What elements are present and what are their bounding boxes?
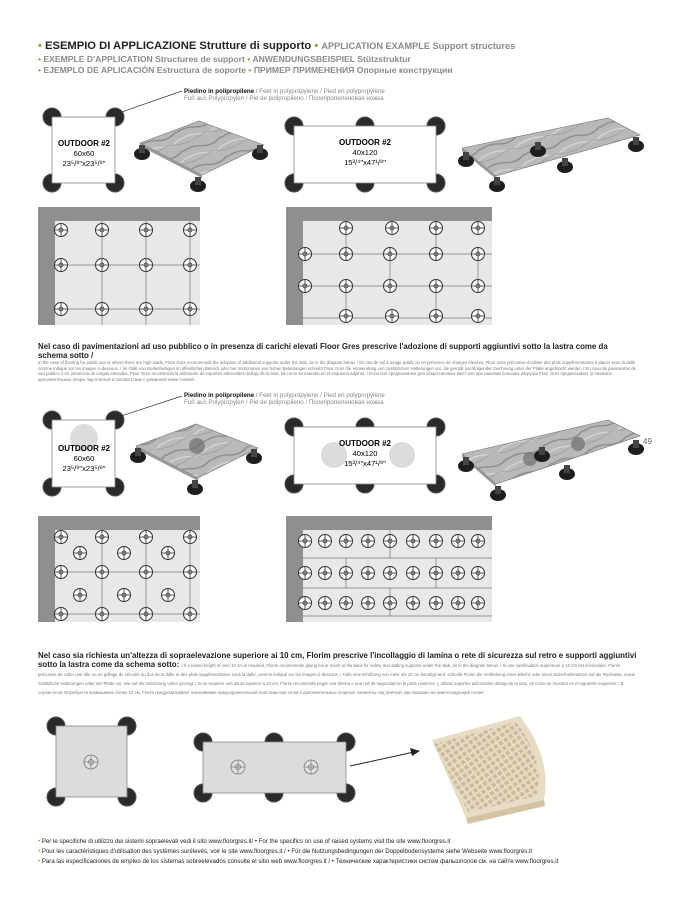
feet-label-1: Piedino in polipropilene / Feet in polypropylene / Pied en polypropylène Fuß aus Polypropylen / Pie de polipropileno / Полипропиленовая ножка	[184, 88, 385, 102]
tile-large-top-view-2	[285, 418, 445, 493]
tile-small-dim: 60x60	[73, 149, 95, 158]
tile-small-perspective-1	[134, 121, 268, 192]
tile-small-dim: 60x60	[73, 454, 95, 463]
tile-large-inch: 15³/⁴"x47¹/⁸"	[344, 459, 386, 468]
tile-large-perspective-1	[458, 118, 644, 192]
footer-line-3: • Para las especificaciones de empleo de los sistemas sobreelevados consulte el sitio web www.floorgres.it / • Технические характеристики систем фальшполов см. на сайте www.floorgres.it	[38, 858, 559, 865]
header-title-ru: ПРИМЕР ПРИМЕНЕНИЯ Опорные конструкции	[253, 65, 453, 75]
brand: Floor Gres	[319, 342, 360, 351]
mesh-closeup	[432, 716, 546, 824]
tile-large-title: OUTDOOR #2	[338, 439, 392, 448]
tile-large-title: OUTDOOR #2	[338, 138, 392, 147]
header-title-es: EJEMPLO DE APLICACIÓN Estructura de soporte	[43, 65, 247, 75]
tile-small-top-view-2	[43, 411, 124, 496]
tile-large-back-view	[194, 733, 355, 802]
bullet: •	[38, 40, 42, 52]
arrow-line	[350, 752, 414, 766]
tile-large-perspective-2	[458, 420, 644, 501]
footer-line-1: • Per le specifiche di utilizzo dei sistemi sopraelevati vedi il sito www.floorgres.it/ • For the specifics on use of raised systems visit the site www.floorgres.it	[38, 838, 451, 845]
footer-line-2: • Pour les caractéristiques d'utilisation des systèmes surélevés, voir le site www.floorgres.it / • Für die Nutzungsbedingungen der Doppelbodensysteme siehe Webseite www.floorgres.it	[38, 848, 533, 855]
tile-small-perspective-2	[130, 424, 262, 495]
paragraph-1: Nel caso di pavimentazioni ad uso pubblico o in presenza di carichi elevati Floor Gres prescrive l'adozione di supporti aggiuntivi sotto la lastra come da schema sotto / In the case of flooring for public use or where there are high loads, Floor Gres recommends the adoption of additional supports under the slab, as in the diagram below. / En cas de sol à usage public ou en présence de charges élevées, Floor Gres préconise d'utiliser des plots supplémentaires à placer sous la dalle comme indiqué sur les images ci-dessous. / Im Falle von Bodenbelägen im öffentlichen Bereich oder bei Vorkommen von hohen Belastungen schreibt Floor Gres die Verwendung von zusätzlichen Halterungen vor, die gemäß nachfolgender Zeichnung unter der Platte angebracht werden / En caso de pavimentos de uso público o en presencia de cargas elevadas, Floor Gres recomienda la utilización de soportes adicionales debajo de la losa, tal como se muestra en el esquema adjunto. / Если пол предназначен для общественных мест или при наличии больших нагрузок Floor Gres предписывает установить дополнительные опоры под плиткой в соответствии с указанной ниже схемой.	[38, 342, 637, 382]
header-title-en: APPLICATION EXAMPLE Support structures	[321, 41, 516, 51]
tile-large-inch: 15³/⁴"x47¹/⁸"	[344, 158, 386, 167]
header-line-3: • EJEMPLO DE APLICACIÓN Estructura de soporte • ПРИМЕР ПРИМЕНЕНИЯ Опорные конструкции	[38, 65, 453, 75]
feet-label-2: Piedino in polipropilene / Feet in polypropylene / Pied en polypropylène Fuß aus Polypropylen / Pie de polipropileno / Полипропиленовая ножка	[184, 392, 385, 406]
plan-60x60-2	[38, 516, 200, 622]
tile-small-title: OUTDOOR #2	[57, 444, 111, 453]
tile-large-dim: 40x120	[352, 449, 378, 458]
header-line-2: • EXEMPLE D'APPLICATION Structures de support • ANWENDUNGSBEISPIEL Stützstruktur	[38, 54, 411, 64]
tile-large-dim: 40x120	[352, 148, 378, 157]
tile-small-title: OUTDOOR #2	[57, 139, 111, 148]
paragraph-1-translations: In the case of flooring for public use or where there are high loads, Floor Gres recommends the adoption of additional supports under the slab, as in the diagram below. / En cas de sol à usage public ou en présence de charges élevées, Floor Gres préconise d'utiliser des plots supplémentaires à placer sous la dalle comme indiqué sur les images ci-dessous. / Im Falle von Bodenbelägen im öffentlichen Bereich oder bei Vorkommen von hohen Belastungen schreibt Floor Gres die Verwendung von zusätzlichen Halterungen vor, die gemäß nachfolgender Zeichnung unter der Platte angebracht werden / En caso de pavimentos de uso público o en presencia de cargas elevadas, Floor Gres recomienda la utilización de soportes adicionales debajo de la losa, tal como se muestra en el esquema adjunto. / Если пол предназначен для общественных мест или при наличии больших нагрузок Floor Gres предписывает установить дополнительные опоры под плиткой в соответствии с указанной ниже схемой.	[38, 360, 637, 382]
plan-40x120-2	[286, 516, 492, 622]
tile-small-inch: 23⁵/⁸"x23⁵/⁸"	[62, 159, 106, 168]
brand: Florim	[306, 651, 331, 660]
page-number: 49	[643, 437, 652, 446]
header-title-de: ANWENDUNGSBEISPIEL Stützstruktur	[252, 54, 411, 64]
header-title-fr: EXEMPLE D'APPLICATION Structures de support	[43, 54, 245, 64]
tile-small-inch: 23⁵/⁸"x23⁵/⁸"	[62, 464, 106, 473]
header-title-it: ESEMPIO DI APPLICAZIONE Strutture di supporto	[45, 40, 312, 52]
arrow-head	[410, 748, 420, 756]
plan-60x60-1	[38, 207, 200, 325]
leader-line	[116, 91, 182, 114]
tile-large-top-view-1	[285, 117, 445, 192]
plan-40x120-1	[286, 207, 492, 325]
paragraph-2: Nel caso sia richiesta un'altezza di sopraelevazione superiore ai 10 cm, Florim prescrive l'incollaggio di lamina o rete di sicurezza sul retro e supporti aggiuntivi sotto la lastra come da schema sotto: / If a raised height of over 10 cm is required, Florim recommends gluing foil or mesh to the back for safety and adding supports under the slab, as in the diagram below. / Si une surélévation supérieure à 10 cm est nécessaire, Florim préconise de coller une tôle ou un grillage de sécurité au dos de la dalle et des plots supplémentaires sous la dalle, comme indiqué sur les images ci-dessous: / Falls eine Erhöhung von mehr als 10 cm benötigt wird, schreibt Florim die Verklebung eines Blechs oder eines Sicherheitsnetzes auf der Rückseite, sowie zusätzliche Halterungen unter der Platte vor, wie auf der Zeichnung unten gezeigt: / Si se requiere una altura superior a 10 cm, Florim recomienda pegar una lámina o una red de seguridad en la parte posterior, y utilizar soportes adicionales debajo de la losa, tal como se muestra en el siguiente esquema: / В случае если потребуется возвышение более 10 см, Florim предусматривает наклеивание предохранительной пластины или сетки и дополнительные опорные элементы под плиткой, как показано на нижеследующей схеме:	[38, 651, 637, 695]
tile-small-back-view	[47, 717, 136, 806]
tile-small-top-view-1	[43, 108, 124, 192]
header-line-1: • ESEMPIO DI APPLICAZIONE Strutture di supporto • APPLICATION EXAMPLE Support structures	[38, 40, 516, 52]
paragraph-2-translations: / If a raised height of over 10 cm is required, Florim recommends gluing foil or mesh to the back for safety and adding supports under the slab, as in the diagram below. / Si une surélévation supérieure à 10 cm est nécessaire, Florim préconise de coller une tôle ou un grillage de sécurité au dos de la dalle et des plots supplémentaires sous la dalle, comme indiqué sur les images ci-dessous: / Falls eine Erhöhung von mehr als 10 cm benötigt wird, schreibt Florim die Verklebung eines Blechs oder eines Sicherheitsnetzes auf der Rückseite, sowie zusätzliche Halterungen unter der Platte vor, wie auf der Zeichnung unten gezeigt: / Si se requiere una altura superior a 10 cm, Florim recomienda pegar una lámina o una red de seguridad en la parte posterior, y utilizar soportes adicionales debajo de la losa, tal como se muestra en el siguiente esquema: / В случае если потребуется возвышение более 10 см, Florim предусматривает наклеивание предохранительной пластины или сетки и дополнительные опорные элементы под плиткой, как показано на нижеследующей схеме:	[38, 663, 636, 695]
